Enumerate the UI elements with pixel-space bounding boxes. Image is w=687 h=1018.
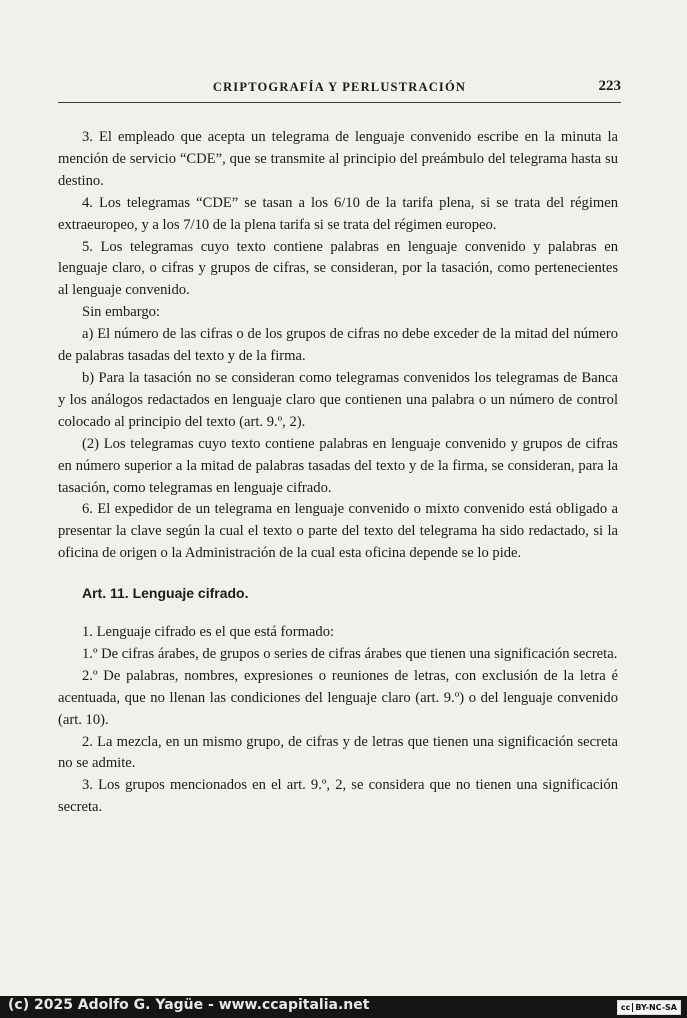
section-heading: Art. 11. Lenguaje cifrado. bbox=[82, 585, 249, 602]
paragraph-a: a) El número de las cifras o de los grupos de cifras no debe exceder de la mitad del número de palabras tasadas del texto y de la firma. bbox=[58, 326, 618, 365]
running-title: CRIPTOGRAFÍA Y PERLUSTRACIÓN bbox=[212, 80, 467, 94]
paragraph-6: 6. El expedidor de un telegrama en lenguaje convenido o mixto convenido está obligado a presentar la clave según la cual el texto o parte del texto del telegrama ha sido redactado, si la oficina de origen o la Administración de la cual esta oficina depende se lo pide. bbox=[58, 501, 618, 562]
paragraph-2: (2) Los telegramas cuyo texto contiene palabras en lenguaje convenido y grupos de cifras en número superior a la mitad de palabras tasadas del texto y de la firma, se consideran, para la tasación, como telegramas en lenguaje cifrado. bbox=[58, 435, 618, 496]
paragraph-5: 5. Los telegramas cuyo texto contiene palabras en lenguaje convenido y palabras en lenguaje claro, o cifras y grupos de cifras, se consideran, por la tasación, como pertenecientes al lenguaje convenido. bbox=[58, 238, 618, 299]
section-paragraph-1-1: 1.º De cifras árabes, de grupos o series de cifras árabes que tienen una significación secreta. bbox=[82, 645, 618, 662]
page-header bbox=[58, 80, 621, 102]
paragraph-sin-embargo: Sin embargo: bbox=[82, 304, 160, 321]
copyright-notice: (c) 2025 Adolfo G. Yagüe - www.ccapitalia.net bbox=[8, 997, 370, 1013]
header-rule bbox=[58, 102, 621, 103]
section-paragraph-1: 1. Lenguaje cifrado es el que está formado: bbox=[82, 624, 335, 641]
paragraph-b: b) Para la tasación no se consideran como telegramas convenidos los telegramas de Banca y los análogos redactados en lenguaje claro que contienen una palabra o un número de control colocado al principio del texto (art. 9.º, 2). bbox=[58, 369, 618, 430]
paragraph-3: 3. El empleado que acepta un telegrama de lenguaje convenido escribe en la minuta la mención de servicio “CDE”, que se transmite al principio del preámbulo del telegrama hasta su destino. bbox=[58, 129, 618, 189]
section-paragraph-2: 2. La mezcla, en un mismo grupo, de cifras y de letras que tienen una significación secreta no se admite. bbox=[58, 733, 618, 772]
paragraph-4: 4. Los telegramas “CDE” se tasan a los 6/10 de la tarifa plena, si se trata del régimen extraeuropeo, y a los 7/10 de la plena tarifa si se trata del régimen europeo. bbox=[58, 194, 618, 233]
page-number: 223 bbox=[598, 78, 621, 94]
section-paragraph-3: 3. Los grupos mencionados en el art. 9.º, 2, se considera que no tienen una significación secreta. bbox=[58, 777, 618, 816]
license-terms: BY-NC-SA bbox=[635, 1003, 677, 1012]
section-paragraph-1-2: 2.º De palabras, nombres, expresiones o reuniones de letras, con exclusión de la letra é acentuada, que no llenan las condiciones del lenguaje claro (art. 9.º) o del lenguaje convenido (art. 10). bbox=[58, 667, 618, 728]
footer-bar bbox=[0, 996, 687, 1018]
body-text bbox=[58, 127, 618, 819]
cc-icon: cc bbox=[621, 1003, 633, 1012]
license-badge[interactable] bbox=[617, 1000, 681, 1015]
